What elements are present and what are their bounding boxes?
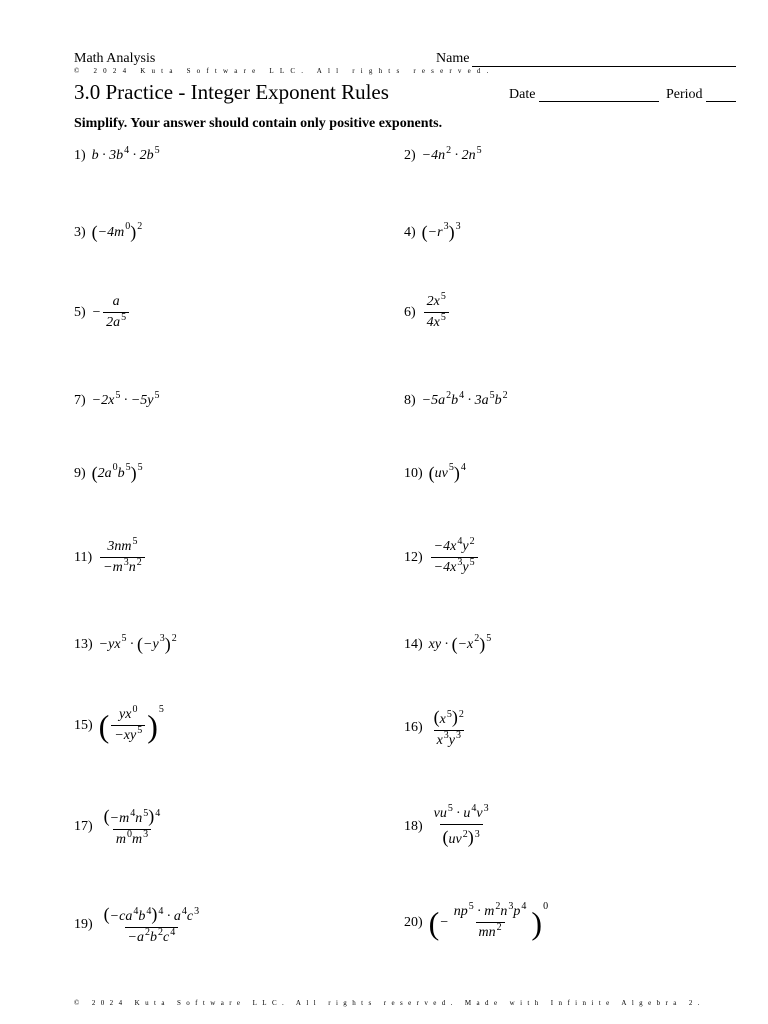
problem-number: 14): [404, 636, 423, 652]
problem-number: 6): [404, 304, 416, 320]
problem-18: [404, 803, 494, 848]
copyright-top: © 2024 Kuta Software LLC. All rights reserved.: [74, 67, 495, 75]
problem-number: 7): [74, 393, 86, 408]
problem-expression: ( 2a 0 b 5 ) 5: [91, 462, 143, 483]
problem-9: [74, 463, 143, 484]
problem-20: [404, 901, 549, 941]
problem-2: [404, 144, 482, 164]
problem-number: 1): [74, 148, 86, 163]
problem-expression: ( − $\frac{np^5 \cdot m^2n^3p^4}{mn^2}$ ) 0: [428, 901, 549, 941]
problem-12: [404, 536, 480, 576]
problem-expression: $\frac{(-m^4n^5)^4}{m^0m^3}$: [103, 806, 161, 847]
problem-number: 20): [404, 914, 423, 930]
problem-expression: ( $\frac{yx^0}{-xy^5}$ ) 5: [98, 704, 164, 744]
problem-14: [404, 634, 491, 655]
problem-number: 9): [74, 465, 86, 481]
problem-expression: $\frac{3nm^5}{-m^3n^2}$: [98, 539, 147, 576]
problem-number: 12): [404, 549, 423, 565]
footer-copyright: © 2024 Kuta Software LLC. All rights reserved. Made with Infinite Algebra 2.: [74, 999, 705, 1007]
problem-expression: ( uv 5 ) 4: [428, 462, 466, 483]
problem-3: [74, 222, 142, 243]
course-name: Math Analysis: [74, 51, 156, 66]
period-blank-line[interactable]: [706, 101, 736, 102]
problem-expression: xy · ( −x 2 ) 5: [428, 633, 492, 654]
problem-number: 19): [74, 917, 93, 932]
problem-number: 5): [74, 304, 86, 320]
problem-1: [74, 144, 160, 164]
problem-11: [74, 536, 147, 576]
problem-expression: b · 3b 4 · 2b 5: [91, 144, 160, 163]
problem-number: 8): [404, 393, 416, 408]
problem-expression: $\frac{vu^5 \cdot u^4v^3}{(uv^2)^3}$: [433, 803, 489, 847]
problem-expression: $\frac{(x^5)^2}{x^3y^3}$: [433, 707, 464, 748]
problem-5: [74, 294, 131, 331]
problem-number: 18): [404, 819, 423, 834]
problem-15: [74, 704, 164, 744]
problem-expression: − $\frac{a}{2a^5}$: [92, 294, 131, 331]
period-label: Period: [666, 87, 703, 102]
problem-number: 4): [404, 224, 416, 240]
problem-expression: ( −r 3 ) 3: [421, 221, 461, 242]
problem-6: [404, 291, 451, 331]
date-blank-line[interactable]: [539, 101, 659, 102]
problem-number: 16): [404, 720, 423, 735]
problem-16: [404, 707, 469, 749]
problem-expression: −4n 2 · 2n 5: [421, 144, 482, 163]
problem-10: [404, 463, 466, 484]
problem-expression: −2x 5 · −5y 5: [91, 389, 160, 408]
problem-8: [404, 389, 508, 409]
problem-expression: −yx 5 · ( −y 3 ) 2: [98, 633, 177, 654]
problem-expression: −5a 2 b 4 · 3a 5 b 2: [421, 389, 508, 408]
problem-expression: ( −4m 0 ) 2: [91, 221, 143, 242]
problem-number: 13): [74, 636, 93, 652]
problem-number: 15): [74, 717, 93, 733]
problem-expression: $\frac{2x^5}{4x^5}$: [422, 294, 451, 331]
problem-number: 17): [74, 819, 93, 834]
problem-7: [74, 389, 160, 409]
problem-number: 10): [404, 465, 423, 481]
problem-19: [74, 904, 204, 946]
problem-number: 2): [404, 148, 416, 163]
instructions: Simplify. Your answer should contain only positive exponents.: [74, 116, 443, 131]
problem-number: 11): [74, 549, 93, 565]
name-blank-line[interactable]: [472, 66, 736, 67]
problem-expression: $\frac{(-ca^4b^4)^4 \cdot a^4c^3}{-a^2b^2c^4}$: [103, 904, 200, 945]
problem-17: [74, 806, 165, 848]
date-label: Date: [509, 87, 536, 102]
worksheet-title: 3.0 Practice - Integer Exponent Rules: [74, 80, 389, 104]
problem-number: 3): [74, 224, 86, 240]
problem-expression: $\frac{-4x^4y^2}{-4x^3y^5}$: [429, 539, 480, 576]
problem-4: [404, 222, 461, 243]
problem-13: [74, 634, 177, 655]
name-label: Name: [436, 51, 470, 66]
